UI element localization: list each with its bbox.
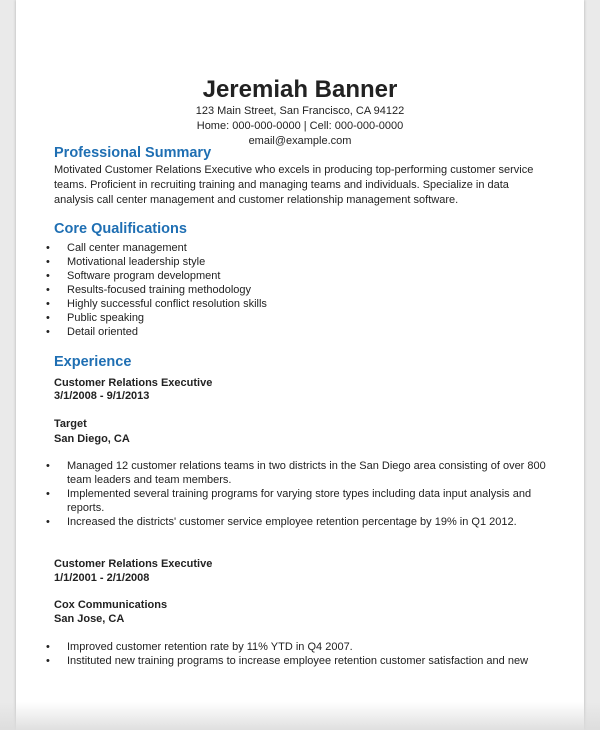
email: email@example.com [248,135,352,147]
experience-heading: Experience [54,354,132,370]
page-bottom-fade [0,702,600,730]
summary-heading: Professional Summary [54,145,212,161]
resume-page [16,0,584,730]
address: 123 Main Street, San Francisco, CA 94122 [195,105,405,117]
qualification-item: • Software program development [67,269,220,283]
job-dates: 1/1/2001 - 2/1/2008 [54,572,150,584]
qualification-item: • Motivational leadership style [67,255,205,269]
job-bullet: • Instituted new training programs to increase employee retention customer satisfaction and new [67,654,528,668]
job-bullet: • Increased the districts' customer service employee retention percentage by 19% in Q1 2012. [67,515,547,529]
candidate-name: Jeremiah Banner [202,76,398,103]
job-dates: 3/1/2008 - 9/1/2013 [54,390,150,402]
job-location: San Jose, CA [54,613,125,625]
qualification-item: • Detail oriented [67,325,138,339]
summary-text: Motivated Customer Relations Executive who excels in producing top-performing customer service teams. Proficient in recruiting training and managing teams and individuals. Specialize in data analysis call center management and customer relationship management software. [54,164,534,206]
qualification-item: • Public speaking [67,311,144,325]
job-bullet: • Implemented several training programs for varying store types including data input analysis and reports. [67,487,547,515]
job-company: Cox Communications [54,599,168,611]
qualifications-heading: Core Qualifications [54,221,187,237]
job-title: Customer Relations Executive [54,558,213,570]
job-title: Customer Relations Executive [54,377,213,389]
qualification-item: • Results-focused training methodology [67,283,251,297]
job-bullet: • Improved customer retention rate by 11% YTD in Q4 2007. [67,640,353,654]
job-location: San Diego, CA [54,433,130,445]
job-bullet: • Managed 12 customer relations teams in two districts in the San Diego area consisting of over 800 team leaders and team members. [67,459,547,487]
qualification-item: • Call center management [67,241,187,255]
qualification-item: • Highly successful conflict resolution skills [67,297,267,311]
job-company: Target [54,418,87,430]
phone-numbers: Home: 000-000-0000 | Cell: 000-000-0000 [196,120,404,132]
